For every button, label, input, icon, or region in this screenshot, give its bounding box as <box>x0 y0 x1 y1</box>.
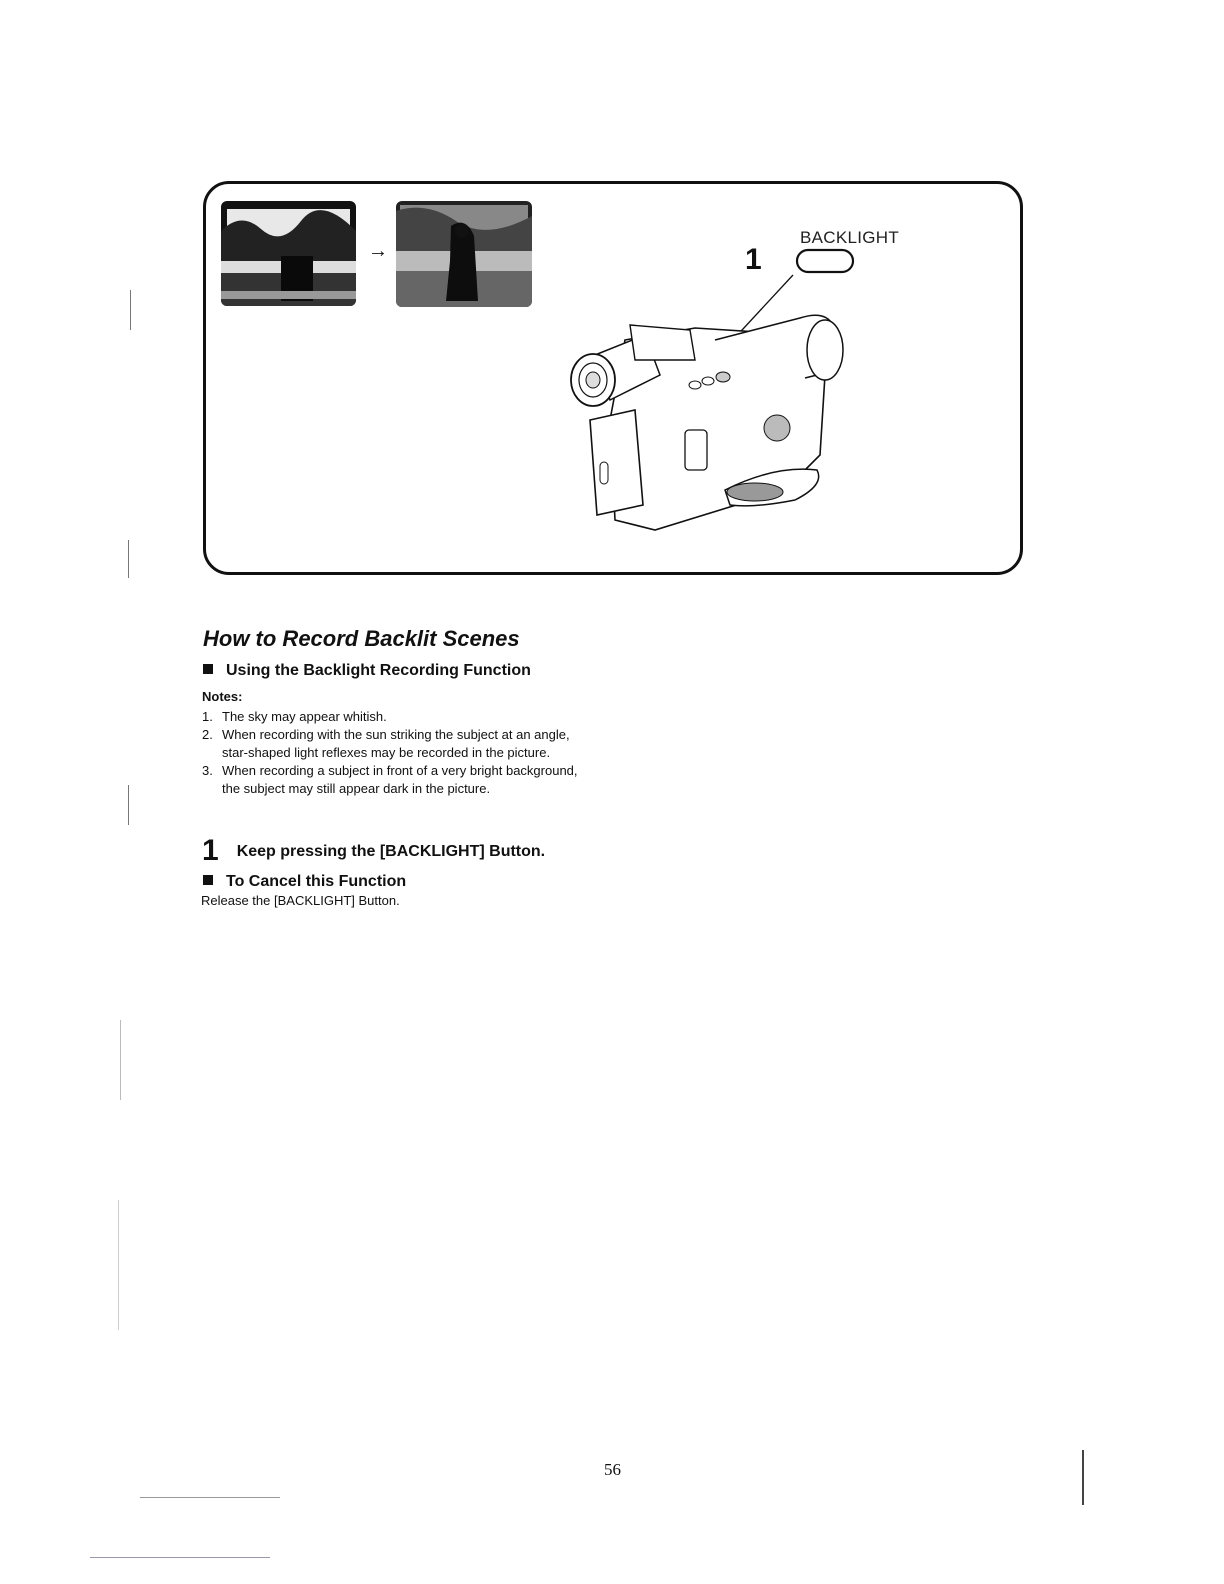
notes-list <box>202 708 592 798</box>
cancel-heading-text: To Cancel this Function <box>226 873 407 890</box>
step-text: Keep pressing the [BACKLIGHT] Button. <box>236 843 546 860</box>
note-number: 2. <box>202 727 213 742</box>
note-item <box>202 708 592 726</box>
note-number: 3. <box>202 763 213 778</box>
arrow-icon: → <box>368 240 388 262</box>
subheading-text: Using the Backlight Recording Function <box>226 662 531 679</box>
scan-edge-mark <box>120 1020 121 1100</box>
note-text: The sky may appear whitish. <box>222 709 387 724</box>
scan-edge-mark <box>118 1200 119 1330</box>
step-number: 1 <box>202 834 219 867</box>
notes-title: Notes: <box>202 689 243 704</box>
subheading-cancel <box>203 873 406 891</box>
page-number: 56 <box>604 1460 621 1479</box>
camcorder-illustration <box>555 240 875 540</box>
backlight-button-icon <box>797 250 853 272</box>
scan-edge-mark <box>128 785 129 825</box>
scan-edge-mark <box>128 540 129 578</box>
before-photo <box>221 201 356 306</box>
note-number: 1. <box>202 709 213 724</box>
scan-edge-mark <box>90 1557 270 1558</box>
note-item <box>202 762 592 798</box>
note-text: When recording with the sun striking the subject at an angle, star-shaped light reflexes may be recorded in the picture. <box>222 727 570 760</box>
scan-edge-mark <box>130 290 131 330</box>
subheading-backlight-function <box>203 662 531 680</box>
step-1 <box>202 834 545 868</box>
section-heading: How to Record Backlit Scenes <box>203 626 520 651</box>
cancel-instruction: Release the [BACKLIGHT] Button. <box>201 893 400 908</box>
figure-step-number: 1 <box>745 243 762 276</box>
square-bullet-icon <box>203 664 213 674</box>
scan-edge-mark <box>1082 1450 1084 1505</box>
note-text: When recording a subject in front of a very bright background, the subject may still appear dark in the picture. <box>222 763 578 796</box>
after-photo <box>396 201 532 307</box>
note-item <box>202 726 592 762</box>
scan-edge-mark <box>140 1497 280 1498</box>
backlight-label: BACKLIGHT <box>800 228 900 247</box>
square-bullet-icon <box>203 875 213 885</box>
